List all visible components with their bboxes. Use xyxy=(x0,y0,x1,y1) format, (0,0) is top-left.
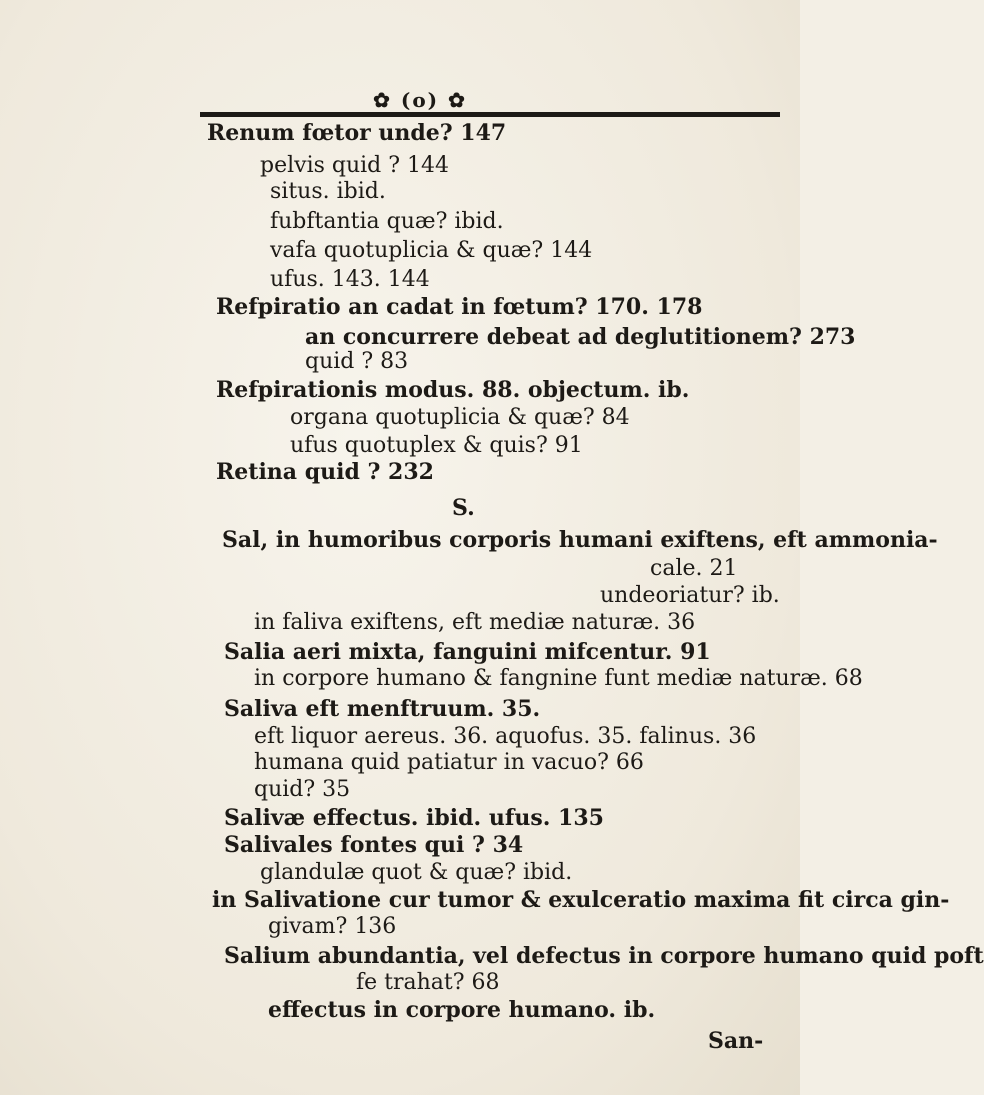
index-entry: Salium abundantia, vel defectus in corpore humano quid poft xyxy=(224,943,984,969)
index-entry: givam? 136 xyxy=(268,914,397,939)
index-entry: Refpirationis modus. 88. objectum. ib. xyxy=(216,377,690,403)
flower-ornament-icon: ✿ xyxy=(373,88,392,112)
index-entry: fubftantia quæ? ibid. xyxy=(270,209,504,234)
index-entry: ufus. 143. 144 xyxy=(270,267,430,292)
index-entry: ufus quotuplex & quis? 91 xyxy=(290,433,583,458)
catchword: San- xyxy=(708,1028,764,1054)
index-entry: Salia aeri mixta, fanguini mifcentur. 91 xyxy=(224,639,711,665)
index-entry: quid? 35 xyxy=(254,777,351,802)
index-entry: quid ? 83 xyxy=(305,349,409,374)
index-entry: fe trahat? 68 xyxy=(356,970,500,995)
index-entry: vafa quotuplicia & quæ? 144 xyxy=(270,238,593,263)
index-entry: pelvis quid ? 144 xyxy=(260,153,450,178)
index-entry: Salivæ effectus. ibid. ufus. 135 xyxy=(224,805,604,831)
index-entry: cale. 21 xyxy=(650,556,738,581)
index-entry: organa quotuplicia & quæ? 84 xyxy=(290,405,630,430)
index-entry: Salivales fontes qui ? 34 xyxy=(224,832,524,858)
index-entry: in Salivatione cur tumor & exulceratio maxima fit circa gin- xyxy=(212,887,950,913)
index-entry: effectus in corpore humano. ib. xyxy=(268,997,656,1023)
index-entry: Sal, in humoribus corporis humani exiftens, eft ammonia- xyxy=(222,527,938,553)
page-header-ornament xyxy=(373,88,467,112)
index-entry: Retina quid ? 232 xyxy=(216,459,434,485)
flower-ornament-icon: ✿ xyxy=(448,88,467,112)
section-letter: S. xyxy=(452,495,475,521)
index-entry: glandulæ quot & quæ? ibid. xyxy=(260,860,573,885)
index-entry: undeoriatur? ib. xyxy=(600,583,780,608)
index-entry: Refpiratio an cadat in fœtum? 170. 178 xyxy=(216,294,703,320)
index-entry: humana quid patiatur in vacuo? 66 xyxy=(254,750,644,775)
index-entry: situs. ibid. xyxy=(270,179,386,204)
index-entry: Renum fœtor unde? 147 xyxy=(207,120,507,146)
index-entry: in corpore humano & fangnine funt mediæ naturæ. 68 xyxy=(254,666,863,691)
index-entry: in faliva exiftens, eft mediæ naturæ. 36 xyxy=(254,610,696,635)
index-entry: an concurrere debeat ad deglutitionem? 273 xyxy=(305,324,856,350)
page-mark: (o) xyxy=(400,88,440,112)
index-entry: eft liquor aereus. 36. aquofus. 35. falinus. 36 xyxy=(254,724,757,749)
header-rule xyxy=(200,112,780,117)
index-entry: Saliva eft menftruum. 35. xyxy=(224,696,541,722)
